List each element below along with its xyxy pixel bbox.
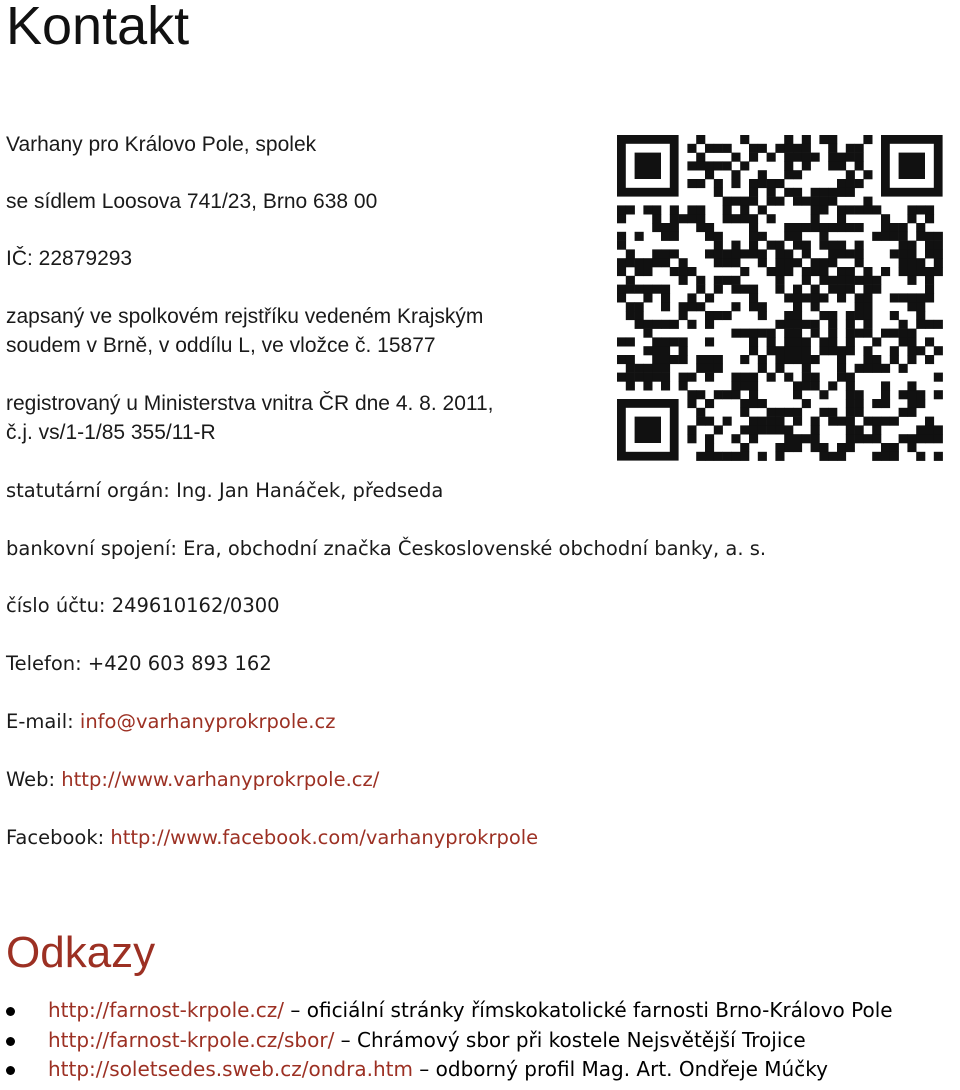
bullet-icon: [6, 1037, 15, 1046]
register-line-1: zapsaný ve spolkovém rejstříku vedeném Krajským: [6, 305, 484, 328]
account-number: číslo účtu: 249610162/0300: [6, 594, 280, 617]
email-link[interactable]: info@varhanyprokrpole.cz: [79, 710, 336, 733]
phone: Telefon: +420 603 893 162: [6, 652, 272, 675]
register-line-2: soudem v Brně, v oddílu L, ve vložce č. 15877: [6, 334, 436, 357]
choir-description: – Chrámový sbor při kostele Nejsvětější Trojice: [334, 1027, 806, 1052]
list-item: [0, 1026, 893, 1056]
org-name: Varhany pro Královo Pole, spolek: [6, 133, 317, 156]
facebook-link[interactable]: http://www.facebook.com/varhanyprokrpole: [110, 826, 539, 849]
parish-link[interactable]: http://farnost-krpole.cz/: [48, 998, 285, 1022]
links-list: [0, 996, 893, 1085]
qr-code-icon: [603, 121, 955, 473]
parish-description: – oficiální stránky římskokatolické farnosti Brno-Královo Pole: [284, 998, 893, 1022]
facebook-label: Facebook:: [6, 826, 111, 849]
profile-link[interactable]: http://soletsedes.sweb.cz/ondra.htm: [48, 1057, 413, 1081]
profile-description: – odborný profil Mag. Art. Ondřeje Múčky: [412, 1057, 828, 1081]
statutory-body: statutární orgán: Ing. Jan Hanáček, předseda: [6, 479, 444, 502]
bullet-icon: [6, 1007, 15, 1016]
org-ic: IČ: 22879293: [6, 247, 133, 270]
bank-connection: bankovní spojení: Era, obchodní značka Československé obchodní banky, a. s.: [6, 537, 767, 560]
org-address: se sídlem Loosova 741/23, Brno 638 00: [6, 190, 378, 213]
list-item: [0, 996, 893, 1026]
registered-line-2: č.j. vs/1-1/85 355/11-R: [6, 421, 216, 444]
facebook-row: [6, 825, 538, 851]
list-item: [0, 1055, 893, 1085]
email-row: [6, 709, 335, 735]
bullet-icon: [6, 1066, 15, 1075]
choir-link[interactable]: http://farnost-krpole.cz/sbor/: [48, 1027, 335, 1052]
web-link[interactable]: http://www.varhanyprokrpole.cz/: [61, 768, 380, 791]
registered-line-1: registrovaný u Ministerstva vnitra ČR dne 4. 8. 2011,: [6, 392, 494, 415]
web-label: Web:: [6, 768, 62, 791]
links-heading: Odkazy: [6, 928, 156, 977]
email-label: E-mail:: [6, 710, 80, 733]
page-title: Kontakt: [6, 0, 190, 56]
web-row: [6, 767, 379, 793]
